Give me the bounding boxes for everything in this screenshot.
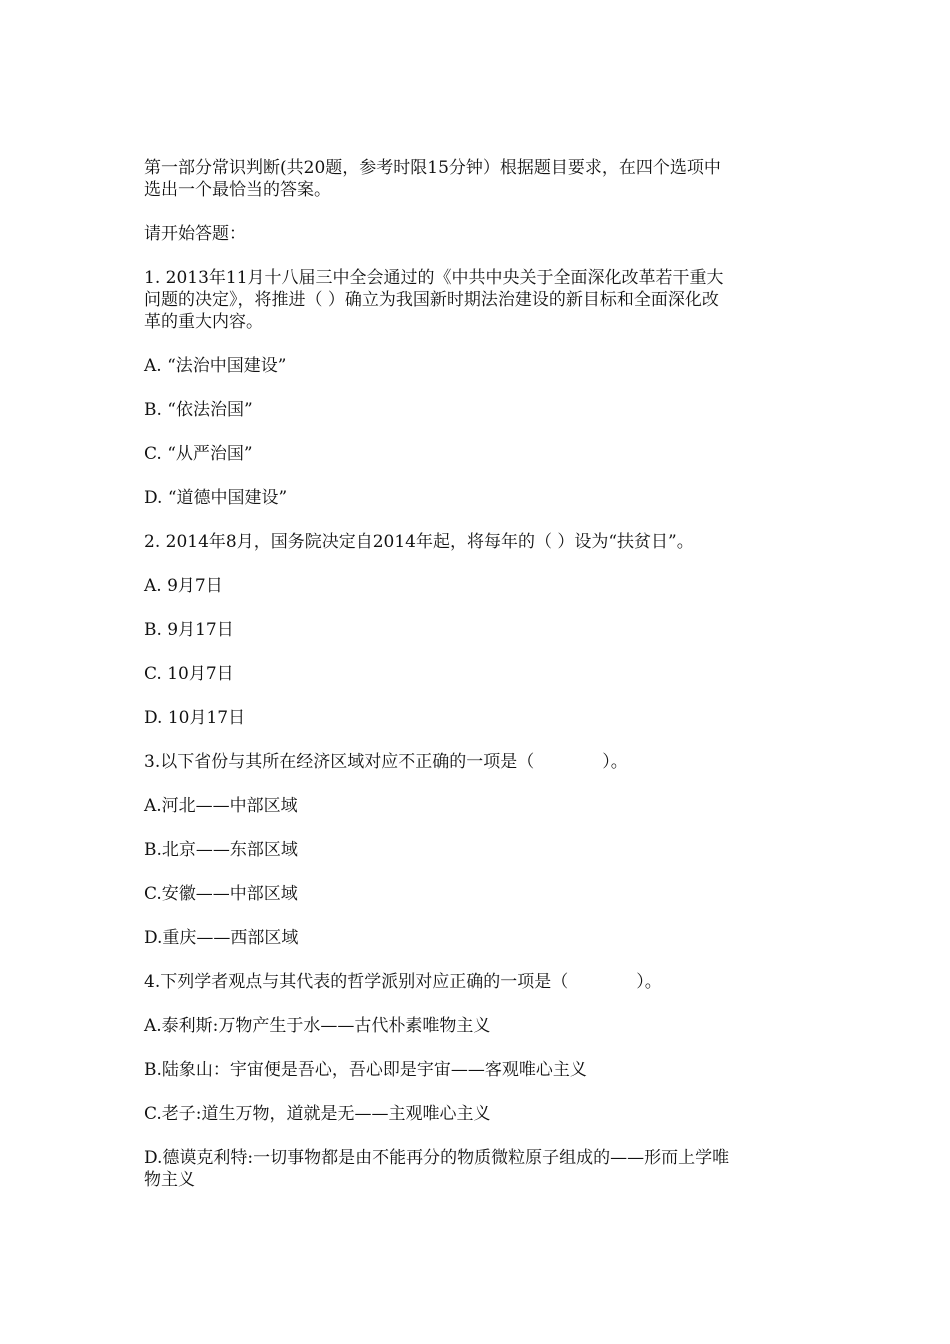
question-4-option-c: C.老子:道生万物，道就是无——主观唯心主义 bbox=[144, 1104, 491, 1124]
question-3-option-c: C.安徽——中部区域 bbox=[144, 884, 298, 904]
question-2-option-d: D. 10月17日 bbox=[144, 708, 246, 728]
question-1-option-d: D. “道德中国建设” bbox=[144, 488, 288, 508]
question-4-option-d: D.德谟克利特:一切事物都是由不能再分的物质微粒原子组成的——形而上学唯 bbox=[144, 1148, 730, 1168]
question-4-option-a: A.泰利斯:万物产生于水——古代朴素唯物主义 bbox=[144, 1016, 491, 1036]
question-1-line-1: 1. 2013年11月十八届三中全会通过的《中共中央关于全面深化改革若干重大 bbox=[144, 268, 724, 288]
document-page bbox=[144, 157, 809, 1191]
question-3-option-b: B.北京——东部区域 bbox=[144, 840, 298, 860]
intro-line-1: 第一部分常识判断(共20题，参考时限15分钟）根据题目要求，在四个选项中 bbox=[144, 158, 721, 178]
question-2-option-b: B. 9月17日 bbox=[144, 620, 234, 640]
question-1-option-b: B. “依法治国” bbox=[144, 400, 253, 420]
question-3-line-1: 3.以下省份与其所在经济区域对应不正确的一项是（ ）。 bbox=[144, 752, 628, 772]
question-3-option-a: A.河北——中部区域 bbox=[144, 796, 298, 816]
question-2-option-a: A. 9月7日 bbox=[144, 576, 223, 596]
question-3-option-d: D.重庆——西部区域 bbox=[144, 928, 299, 948]
question-1-option-a: A. “法治中国建设” bbox=[144, 356, 287, 376]
question-2-line-1: 2. 2014年8月，国务院决定自2014年起，将每年的（ ）设为“扶贫日”。 bbox=[144, 532, 694, 552]
question-4-option-b: B.陆象山：宇宙便是吾心，吾心即是宇宙——客观唯心主义 bbox=[144, 1060, 587, 1080]
question-4-line-1: 4.下列学者观点与其代表的哲学派别对应正确的一项是（ ）。 bbox=[144, 972, 662, 992]
question-4-option-d-cont: 物主义 bbox=[144, 1170, 195, 1190]
question-1-option-c: C. “从严治国” bbox=[144, 444, 253, 464]
question-1-line-2: 问题的决定》，将推进（ ）确立为我国新时期法治建设的新目标和全面深化改 bbox=[144, 290, 719, 310]
start-instruction: 请开始答题： bbox=[144, 224, 246, 244]
question-1-line-3: 革的重大内容。 bbox=[144, 312, 263, 332]
intro-line-2: 选出一个最恰当的答案。 bbox=[144, 180, 331, 200]
question-2-option-c: C. 10月7日 bbox=[144, 664, 234, 684]
